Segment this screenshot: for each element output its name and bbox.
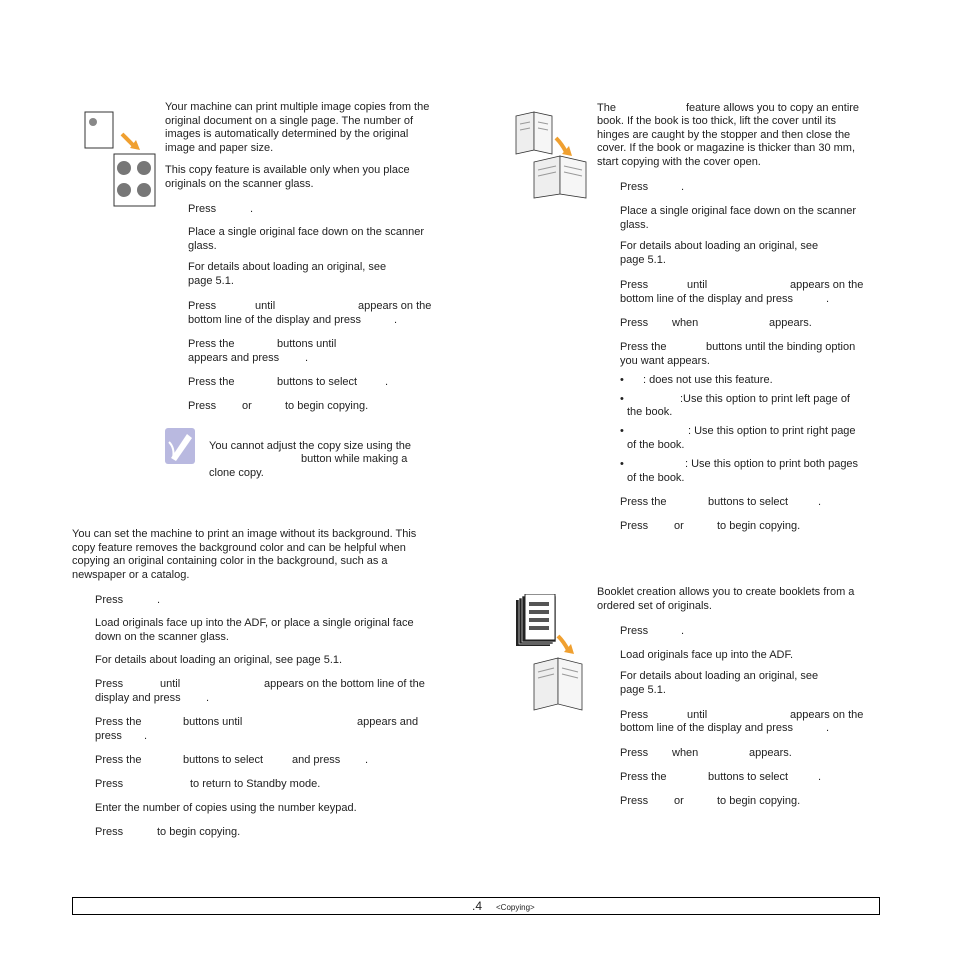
clone-step3-e: . [394,314,398,326]
booklet-step4-c: appears. [749,747,792,759]
booklet-step3-d: bottom line of the display and press [620,722,794,734]
erase-step4-d: press [95,730,122,742]
erase-step4-b: buttons until [183,716,243,728]
note-pencil-icon [165,428,197,467]
clone-step2: Place a single original face down on the scanner glass. [188,226,425,252]
book-option-2: :Use this option to print left page of [680,393,850,405]
erase-step7: Enter the number of copies using the number keypad. [95,802,357,814]
clone-step6-b: or [242,400,252,412]
booklet-step4-a: Press [620,747,649,759]
erase-step2: Load originals face up into the ADF, or place a single original face down on the scanner glass. [95,617,414,643]
erase-step8-b: to begin copying. [157,826,241,838]
book-step5-b: buttons until the binding option [706,341,856,353]
book-intro: book. If the book is too thick, lift the cover until its hinges are caught by the stopper and then close the cover. If the book or magazine is thicker than 30 mm, start copying with the cover open. [597,115,856,169]
erase-step6-b: to return to Standby mode. [190,778,321,790]
clone-step3-a: Press [188,300,217,312]
book-step5-c: you want appears. [620,355,710,367]
erase-step3-a: Press [95,678,124,690]
book-option-3: : Use this option to print right page [688,425,856,437]
erase-step5-d: . [365,754,369,766]
book-intro-a: The [597,102,616,114]
clone-step1-end: . [250,203,254,215]
booklet-step2: Load originals face up into the ADF. [620,649,794,661]
book-step3-c: appears on the [790,279,864,291]
booklet-step3-c: appears on the [790,709,864,721]
erase-step6-a: Press [95,778,124,790]
clone-step6-a: Press [188,400,217,412]
book-step7-c: to begin copying. [717,520,801,532]
clone-step3-b: until [255,300,276,312]
erase-intro: You can set the machine to print an image without its background. This copy feature removes the background color and can be helpful when copying an original containing color in the background, such as a newspaper or a catalog. [72,528,417,582]
clone-note-1: You cannot adjust the copy size using the [209,440,412,452]
erase-step1-a: Press [95,594,124,606]
clone-step4-b: buttons until [277,338,337,350]
book-step4-c: appears. [769,317,812,329]
page-number: .4 [472,899,483,913]
book-step1-b: . [681,181,685,193]
erase-step4-c: appears and [357,716,419,728]
clone-step3-c: appears on the [358,300,432,312]
clone-step4-a: Press the [188,338,235,350]
book-copy-icon [514,110,594,203]
bullet-icon: • [620,458,624,470]
booklet-step3-a: Press [620,709,649,721]
booklet-step3-e: . [826,722,830,734]
clone-step5-a: Press the [188,376,235,388]
booklet-intro: Booklet creation allows you to create booklets from a ordered set of originals. [597,586,855,612]
page-footer [72,897,880,915]
booklet-step6-c: to begin copying. [717,795,801,807]
book-step5-a: Press the [620,341,667,353]
book-option-3b: of the book. [627,439,685,451]
bullet-icon: • [620,425,624,437]
book-step4-a: Press [620,317,649,329]
book-step7-b: or [674,520,684,532]
book-step3-e: . [826,293,830,305]
erase-step3-b: until [160,678,181,690]
erase-step5-b: buttons to select [183,754,264,766]
erase-step2-note: For details about loading an original, see page 5.1. [95,654,343,666]
booklet-step5-b: buttons to select [708,771,789,783]
clone-copy-icon [84,110,158,211]
erase-step3-e: . [206,692,210,704]
book-step3-b: until [687,279,708,291]
book-step6-c: . [818,496,822,508]
book-step2-note: For details about loading an original, see page 5.1. [620,240,819,266]
booklet-step3-b: until [687,709,708,721]
clone-step5-c: . [385,376,389,388]
book-step6-a: Press the [620,496,667,508]
book-option-2b: the book. [627,406,673,418]
clone-note-3: clone copy. [209,467,264,479]
clone-step2-note: For details about loading an original, see page 5.1. [188,261,387,287]
erase-step5-c: and press [292,754,341,766]
book-step1-a: Press [620,181,649,193]
erase-step8-a: Press [95,826,124,838]
booklet-step4-b: when [672,747,699,759]
clone-intro-2: This copy feature is available only when you place originals on the scanner glass. [165,164,410,190]
booklet-step6-b: or [674,795,684,807]
book-step2: Place a single original face down on the scanner glass. [620,205,857,231]
book-option-1: : does not use this feature. [643,374,773,386]
book-step3-a: Press [620,279,649,291]
erase-step5-a: Press the [95,754,142,766]
booklet-step5-a: Press the [620,771,667,783]
erase-step3-c: appears on the bottom line of the [264,678,425,690]
book-option-4: : Use this option to print both pages [685,458,859,470]
booklet-step1-a: Press [620,625,649,637]
book-step3-d: bottom line of the display and press [620,293,794,305]
erase-step4-a: Press the [95,716,142,728]
book-step6-b: buttons to select [708,496,789,508]
section-name: <Copying> [496,903,535,912]
clone-step1-text: Press [188,203,217,215]
booklet-step6-a: Press [620,795,649,807]
book-step4-b: when [672,317,699,329]
erase-step3-d: display and press [95,692,181,704]
erase-step1-b: . [157,594,161,606]
clone-step4-c: appears and press [188,352,280,364]
clone-note-2: button while making a [301,453,408,465]
book-intro-b: feature allows you to copy an entire [686,102,860,114]
erase-step4-e: . [144,730,148,742]
bullet-icon: • [620,374,624,386]
booklet-step1-b: . [681,625,685,637]
clone-step6-c: to begin copying. [285,400,369,412]
booklet-step2-note: For details about loading an original, see page 5.1. [620,670,819,696]
clone-step5-b: buttons to select [277,376,358,388]
booklet-icon [514,594,594,715]
booklet-step5-c: . [818,771,822,783]
clone-step3-d: bottom line of the display and press [188,314,362,326]
clone-intro: Your machine can print multiple image copies from the original document on a single page. The number of images is automatically determined by the original image and paper size. [165,101,430,155]
clone-step4-d: . [305,352,309,364]
bullet-icon: • [620,393,624,405]
book-step7-a: Press [620,520,649,532]
book-option-4b: of the book. [627,472,685,484]
